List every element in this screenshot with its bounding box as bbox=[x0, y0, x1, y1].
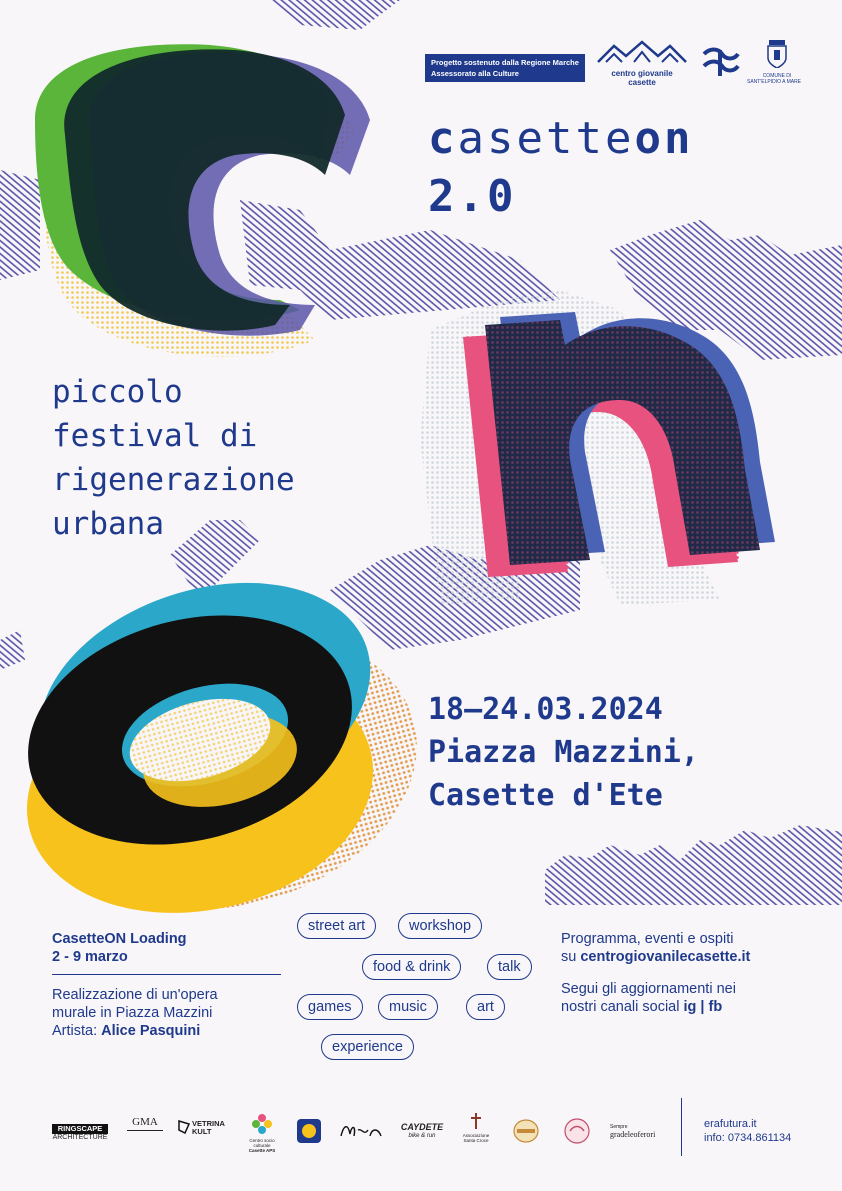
partner-caydete bbox=[400, 1122, 444, 1140]
website-link[interactable]: centrogiovanilecasette.it bbox=[580, 949, 751, 965]
title-line-1 bbox=[428, 110, 693, 168]
shield-partner-icon bbox=[296, 1118, 322, 1144]
loading-divider bbox=[52, 974, 281, 975]
round-badge-icon bbox=[512, 1118, 540, 1144]
tag-talk: talk bbox=[487, 954, 532, 980]
title-line-2: 2.0 bbox=[428, 171, 517, 222]
cross-icon bbox=[470, 1112, 482, 1130]
artist-label: Artista: bbox=[52, 1023, 102, 1039]
tag-food-drink: food & drink bbox=[362, 954, 461, 980]
contact-site[interactable]: erafutura.it bbox=[704, 1118, 757, 1130]
partner-ringscape bbox=[52, 1124, 108, 1142]
footer-divider bbox=[681, 1098, 682, 1156]
title-c: c bbox=[428, 113, 458, 164]
coat-of-arms-icon bbox=[766, 40, 788, 68]
artist-name: Alice Pasquini bbox=[101, 1023, 201, 1039]
centro-giovanile-logo bbox=[596, 40, 688, 87]
tag-workshop: workshop bbox=[398, 913, 482, 939]
vetrina-label-1: VETRINA bbox=[192, 1119, 225, 1128]
loading-heading bbox=[52, 930, 187, 966]
program-line-2 bbox=[561, 948, 750, 966]
mural-artist bbox=[52, 1022, 218, 1040]
caydete-label: CAYDETE bbox=[400, 1122, 444, 1132]
festival-title bbox=[428, 110, 693, 226]
mural-desc-1: Realizzazione di un'opera bbox=[52, 987, 218, 1003]
tag-art: art bbox=[466, 994, 505, 1020]
loading-title: CasetteON Loading bbox=[52, 931, 187, 947]
social-prefix: nostri canali social bbox=[561, 999, 684, 1015]
loading-dates: 2 - 9 marzo bbox=[52, 949, 128, 965]
partner-vetrina-kult bbox=[178, 1119, 225, 1136]
title-on: on bbox=[634, 113, 694, 164]
vetrina-label-2: KULT bbox=[192, 1127, 212, 1136]
sempre-sub: gradeleoferori bbox=[610, 1130, 656, 1139]
sponsor-line-2: Assessorato alla Culture bbox=[431, 69, 519, 78]
festival-subtitle bbox=[52, 370, 295, 546]
sponsor-line-1: Progetto sostenuto dalla Regione Marche bbox=[431, 58, 579, 67]
title-asette: asette bbox=[457, 113, 635, 164]
subtitle-line-3: rigenerazione bbox=[52, 462, 295, 498]
partner-sempre bbox=[610, 1124, 658, 1139]
centro-logo-line-2: casette bbox=[628, 78, 656, 87]
social-line-1: Segui gli aggiornamenti nei bbox=[561, 981, 736, 997]
tag-street-art: street art bbox=[297, 913, 376, 939]
subtitle-line-4: urbana bbox=[52, 506, 164, 542]
centro-label-1: Centro socio culturale bbox=[249, 1138, 275, 1148]
contact-info bbox=[704, 1117, 791, 1145]
comune-logo bbox=[746, 40, 802, 85]
event-date-place bbox=[428, 688, 699, 817]
flower-icon bbox=[251, 1113, 273, 1135]
tag-games: games bbox=[297, 994, 363, 1020]
ringscape-sub: ARCHITECTURE bbox=[52, 1134, 108, 1141]
subtitle-line-1: piccolo bbox=[52, 374, 183, 410]
gma-label: GMA bbox=[132, 1116, 158, 1128]
ringscape-label: RINGSCAPE bbox=[52, 1124, 108, 1134]
regione-marche-sponsor-box bbox=[425, 54, 585, 82]
partner-associazione bbox=[458, 1112, 494, 1143]
program-info bbox=[561, 930, 750, 1016]
partner-centro-socio-culturale bbox=[242, 1113, 282, 1153]
mural-desc-2: murale in Piazza Mazzini bbox=[52, 1005, 213, 1021]
centro-logo-line-1: centro giovanile bbox=[611, 69, 673, 78]
partner-gma bbox=[127, 1116, 163, 1131]
comune-line-2: SANT'ELPIDIO A MARE bbox=[746, 79, 802, 85]
tag-music: music bbox=[378, 994, 438, 1020]
mural-description bbox=[52, 986, 218, 1040]
assoc-label-1: Associazione bbox=[462, 1133, 490, 1138]
letter-c-graphic bbox=[35, 44, 370, 357]
handwritten-partner-logo bbox=[338, 1118, 384, 1142]
pink-circle-logo-icon bbox=[562, 1117, 592, 1145]
assoc-label-2: Santa Croce bbox=[463, 1138, 489, 1143]
contact-phone[interactable]: info: 0734.861134 bbox=[704, 1132, 792, 1144]
event-place-2: Casette d'Ete bbox=[428, 778, 663, 813]
subtitle-line-2: festival di bbox=[52, 418, 258, 454]
houses-logo-icon bbox=[596, 40, 688, 64]
vetrina-icon bbox=[178, 1120, 190, 1134]
centro-label-2: Casette APS bbox=[248, 1148, 276, 1153]
sempre-label: Sempre bbox=[610, 1124, 628, 1130]
social-line-2 bbox=[561, 998, 750, 1016]
era-futura-logo-icon bbox=[700, 44, 742, 80]
event-dates: 18—24.03.2024 bbox=[428, 692, 663, 727]
tag-experience: experience bbox=[321, 1034, 414, 1060]
program-prefix: su bbox=[561, 949, 581, 965]
program-line-1: Programma, eventi e ospiti bbox=[561, 931, 734, 947]
comune-line-1: COMUNE DI bbox=[762, 73, 792, 79]
event-place-1: Piazza Mazzini, bbox=[428, 735, 699, 770]
social-handles[interactable]: ig | fb bbox=[683, 999, 723, 1015]
caydete-sub: bike & run bbox=[408, 1133, 436, 1139]
